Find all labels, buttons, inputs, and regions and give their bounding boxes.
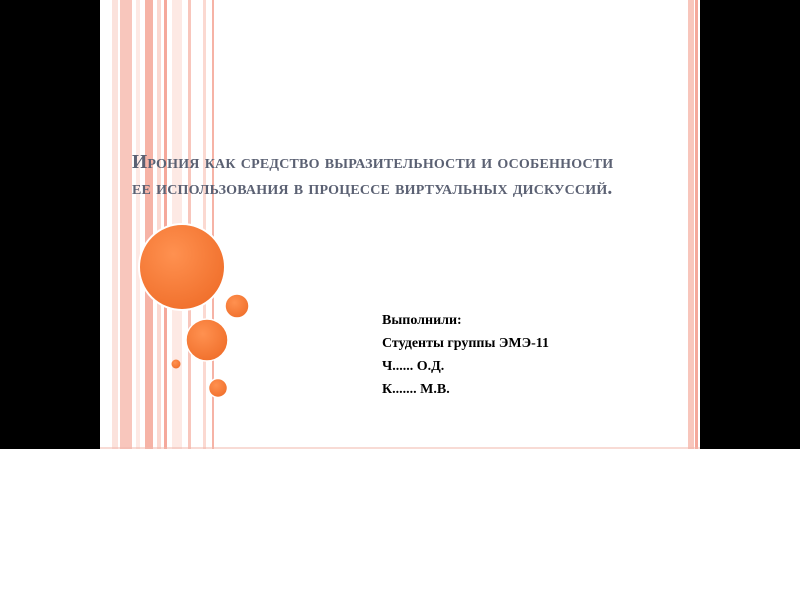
- small-circle-right: [225, 294, 249, 318]
- small-circle-bottom: [209, 379, 228, 398]
- author-1: Ч...... О.Д.: [382, 359, 445, 374]
- slide-title: Ирония как средство выразительности и особенности ее использования в процессе виртуальных дискуссий.: [132, 152, 614, 199]
- letterbox-right: [700, 0, 800, 449]
- authors-heading: Выполнили:: [382, 313, 462, 328]
- authors-block: [382, 309, 682, 401]
- large-circle: [139, 224, 225, 310]
- letterbox-left: [0, 0, 100, 449]
- presentation-slide: [100, 0, 700, 449]
- author-2: К....... М.В.: [382, 382, 450, 397]
- medium-circle: [186, 319, 228, 361]
- authors-group: Студенты группы ЭМЭ-11: [382, 336, 550, 351]
- tiny-circle: [172, 360, 181, 369]
